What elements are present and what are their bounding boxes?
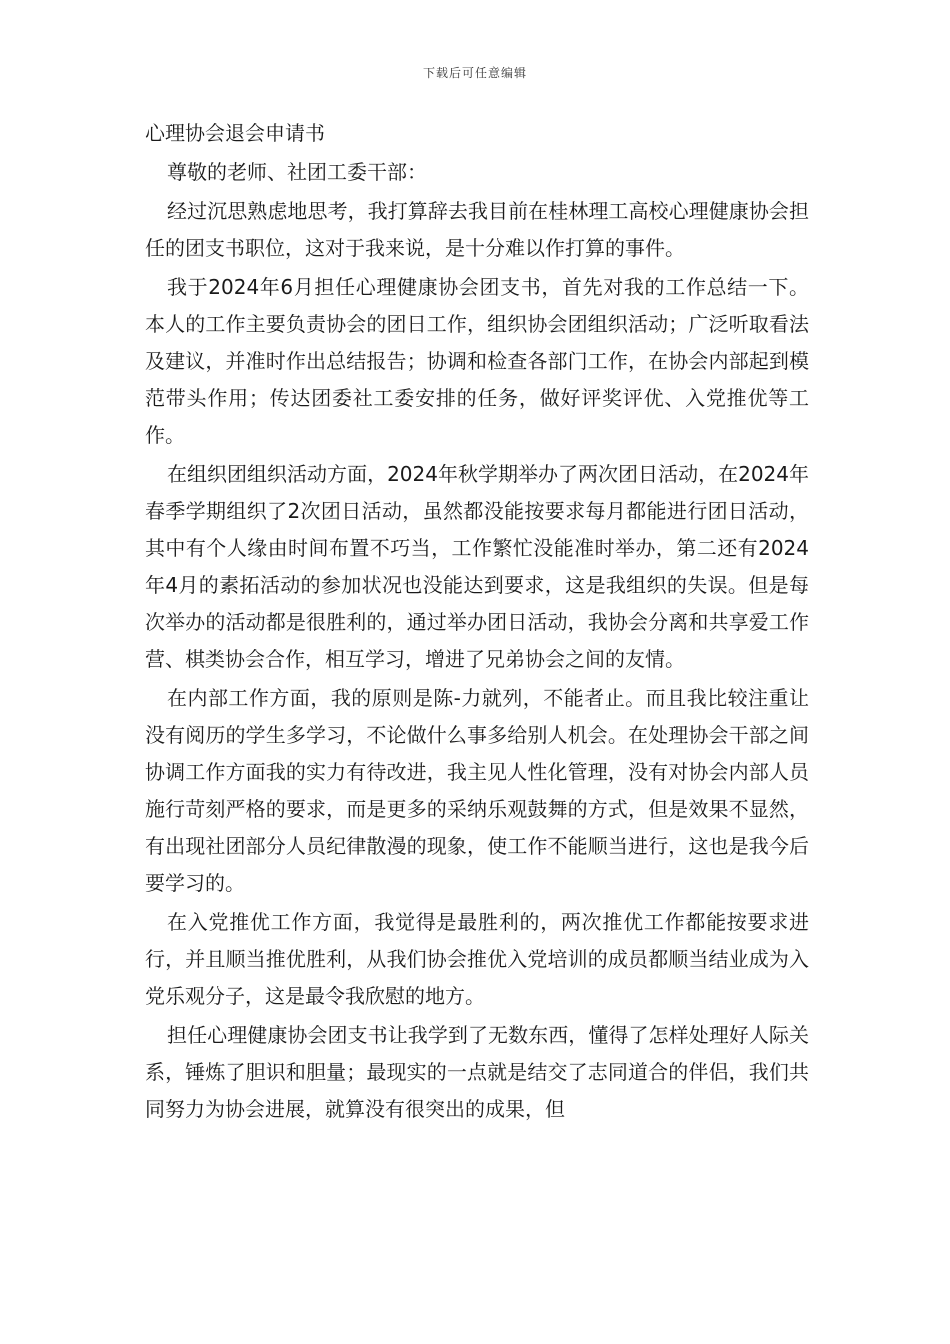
page-header-note: 下载后可任意编辑 <box>422 66 527 80</box>
paragraph-league-activities: 在组织团组织活动方面，2024年秋学期举办了两次团日活动，在2024年春季学期组织了2次团日活动，虽然都没能按要求每月都能进行团日活动，其中有个人缘由时间布置不巧当，工作繁忙没能准时举办，第二还有2024年4月的素拓活动的参加状况也没能达到要求，这是我组织的失误。但是每次举办的活动都是很胜利的，通过举办团日活动，我协会分离和共享爱工作营、棋类协会合作，相互学习，增进了兄弟协会之间的友情。 <box>145 462 809 671</box>
paragraph-resignation-intent: 经过沉思熟虑地思考，我打算辞去我目前在桂林理工高校心理健康协会担任的团支书职位，这对于我来说，是十分难以作打算的事件。 <box>145 199 809 260</box>
document-title: 心理协会退会申请书 <box>145 121 325 145</box>
paragraph-work-summary: 我于2024年6月担任心理健康协会团支书，首先对我的工作总结一下。本人的工作主要负责协会的团日工作，组织协会团组织活动；广泛听取看法及建议，并准时作出总结报告；协调和检查各部门工作，在协会内部起到模范带头作用；传达团委社工委安排的任务，做好评奖评优、入党推优等工作。 <box>145 275 809 447</box>
paragraph-lessons-learned: 担任心理健康协会团支书让我学到了无数东西，懂得了怎样处理好人际关系，锤炼了胆识和胆量；最现实的一点就是结交了志同道合的伴侣，我们共同努力为协会进展，就算没有很突出的成果，但 <box>145 1023 809 1121</box>
salutation: 尊敬的老师、社团工委干部： <box>167 160 427 184</box>
document-body <box>145 116 809 1128</box>
paragraph-party-recommendation: 在入党推优工作方面，我觉得是最胜利的，两次推优工作都能按要求进行，并且顺当推优胜利，从我们协会推优入党培训的成员都顺当结业成为入党乐观分子，这是最令我欣慰的地方。 <box>145 910 809 1008</box>
paragraph-internal-work: 在内部工作方面，我的原则是陈-力就列，不能者止。而且我比较注重让没有阅历的学生多学习，不论做什么事多给别人机会。在处理协会干部之间协调工作方面我的实力有待改进，我主见人性化管理，没有对协会内部人员施行苛刻严格的要求，而是更多的采纳乐观鼓舞的方式，但是效果不显然，有出现社团部分人员纪律散漫的现象，使工作不能顺当进行，这也是我今后要学习的。 <box>145 686 809 895</box>
